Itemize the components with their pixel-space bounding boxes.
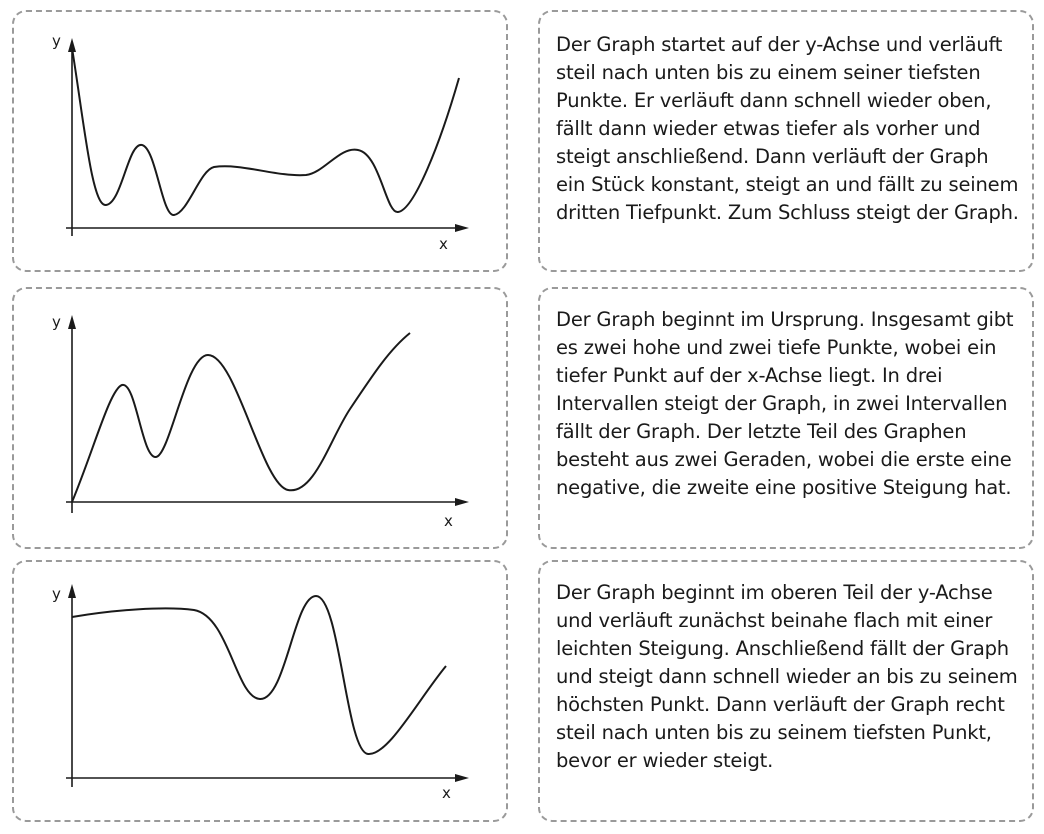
x-axis-arrowhead bbox=[455, 224, 469, 232]
description-card-3 bbox=[538, 560, 1034, 822]
function-curve-3 bbox=[72, 596, 446, 754]
x-axis-label: x bbox=[439, 235, 448, 253]
x-axis-arrowhead bbox=[455, 498, 469, 506]
function-curve-1 bbox=[72, 48, 459, 215]
x-axis-label: x bbox=[444, 512, 453, 530]
y-axis-label: y bbox=[52, 32, 61, 50]
y-axis-label: y bbox=[52, 313, 61, 331]
description-text-3: Der Graph beginnt im oberen Teil der y-Achse und verläuft zunächst beinahe flach mit einer leichten Steigung. Anschließend fällt der Graph und steigt dann schnell wieder an bis zu seinem höchsten Punkt. Dann verläuft der Graph recht steil nach unten bis zu seinem tiefsten Punkt, bevor er wieder steigt. bbox=[556, 581, 1018, 772]
function-graph-2 bbox=[14, 289, 506, 547]
function-curve-2 bbox=[72, 333, 410, 502]
x-axis-arrowhead bbox=[455, 774, 469, 782]
x-axis-label: x bbox=[442, 784, 451, 802]
y-axis-label: y bbox=[52, 585, 61, 603]
graph-card-1 bbox=[12, 10, 508, 272]
y-axis-arrowhead bbox=[68, 584, 76, 598]
description-card-1 bbox=[538, 10, 1034, 272]
graph-card-3 bbox=[12, 560, 508, 822]
description-text-1: Der Graph startet auf der y-Achse und verläuft steil nach unten bis zu einem seiner tiefsten Punkte. Er verläuft dann schnell wieder oben, fällt dann wieder etwas tiefer als vorher und steigt anschließend. Dann verläuft der Graph ein Stück konstant, steigt an und fällt zu seinem dritten Tiefpunkt. Zum Schluss steigt der Graph. bbox=[556, 33, 1019, 224]
y-axis-arrowhead bbox=[68, 315, 76, 329]
function-graph-3 bbox=[14, 562, 506, 820]
function-graph-1 bbox=[14, 12, 506, 270]
graph-card-2 bbox=[12, 287, 508, 549]
description-text-2: Der Graph beginnt im Ursprung. Insgesamt gibt es zwei hohe und zwei tiefe Punkte, wobei ein tiefer Punkt auf der x-Achse liegt. In drei Intervallen steigt der Graph, in zwei Intervallen fällt der Graph. Der letzte Teil des Graphen besteht aus zwei Geraden, wobei die erste eine negative, die zweite eine positive Steigung hat. bbox=[556, 308, 1014, 499]
description-card-2 bbox=[538, 287, 1034, 549]
